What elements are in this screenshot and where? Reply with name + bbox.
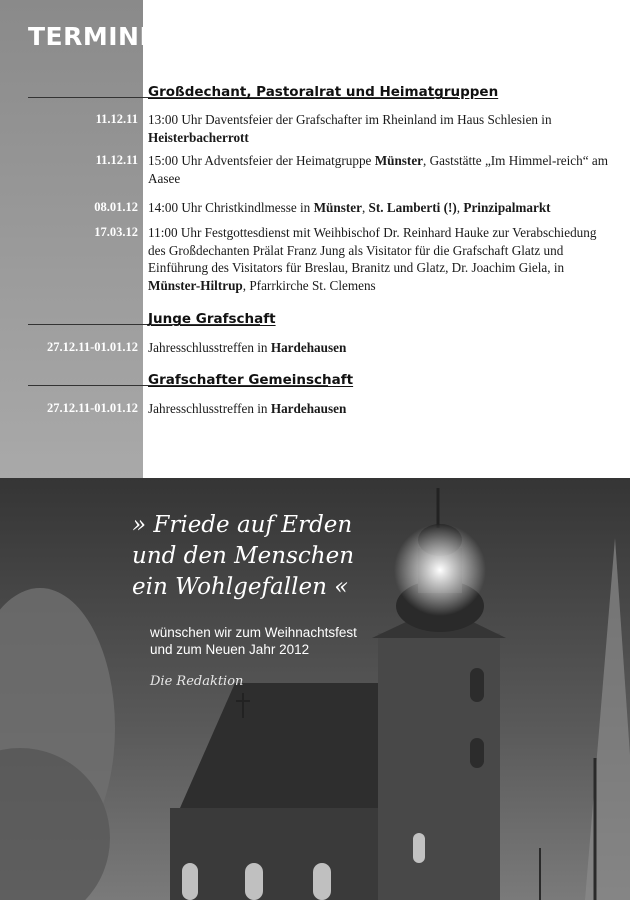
section-heading: Grafschafter Gemeinschaft: [148, 372, 354, 388]
christmas-quote: [132, 510, 402, 603]
event-date: 17.03.12: [94, 225, 138, 239]
event-description: [148, 339, 610, 357]
event-location: Heisterbacherrott: [148, 129, 249, 145]
church-photo: [0, 478, 630, 900]
section-heading: Junge Grafschaft: [148, 311, 276, 327]
greeting-line: und zum Neuen Jahr 2012: [150, 642, 310, 657]
event-location: Prinzipalmarkt: [463, 200, 551, 215]
editorial-signature: Die Redaktion: [150, 674, 244, 689]
season-greeting: [150, 624, 380, 658]
event-description: [148, 224, 610, 294]
page-title: TERMINE: [28, 22, 158, 51]
quote-line: ein Wohlgefallen «: [132, 574, 349, 600]
event-location: Hardehausen: [270, 401, 347, 416]
quote-line: und den Menschen: [132, 543, 355, 569]
event-description: [148, 400, 610, 418]
greeting-line: wünschen wir zum Weihnachtsfest: [150, 625, 357, 640]
section-heading: Großdechant, Pastoralrat und Heimatgruppen: [148, 84, 499, 100]
event-text-part: 14:00 Uhr Christkindlmesse in: [148, 200, 314, 215]
event-text-part: , Gaststätte „Im Himmel-reich“ am Aasee: [148, 153, 608, 186]
event-text-part: Jahresschlusstreffen in: [148, 401, 271, 416]
event-location: Münster-Hiltrup: [148, 277, 243, 293]
event-location: Münster: [374, 153, 424, 168]
event-location: St. Lamberti (!): [368, 200, 457, 215]
event-text-part: Jahresschlusstreffen in: [148, 340, 271, 355]
event-text-part: , Pfarrkirche St. Clemens: [242, 277, 376, 293]
event-date: 27.12.11-01.01.12: [47, 340, 138, 354]
event-date: 11.12.11: [95, 153, 138, 167]
event-text-part: 15:00 Uhr Adventsfeier der Heimatgruppe: [148, 153, 375, 168]
event-description: [148, 199, 610, 217]
event-location: Hardehausen: [270, 340, 347, 355]
event-date: 08.01.12: [94, 200, 138, 214]
event-location: Münster: [313, 200, 362, 215]
event-description: [148, 152, 610, 187]
event-text-part: ,: [456, 200, 464, 215]
event-description: [148, 111, 610, 146]
event-date: 11.12.11: [95, 112, 138, 126]
event-date: 27.12.11-01.01.12: [47, 401, 138, 415]
quote-line: » Friede auf Erden: [132, 512, 353, 538]
event-text-part: 13:00 Uhr Daventsfeier der Grafschafter im Rheinland im Haus Schlesien in: [148, 112, 552, 127]
event-text-part: ,: [361, 200, 369, 215]
event-text-part: 11:00 Uhr Festgottesdienst mit Weihbischof Dr. Reinhard Hauke zur Verabschiedung des Großdechanten Prälat Franz Jung als Visitator für die Grafschaft Glatz und Einführung des Visitators für Breslau, Branitz und Glatz, Dr. Joachim Giela, in: [148, 225, 597, 275]
